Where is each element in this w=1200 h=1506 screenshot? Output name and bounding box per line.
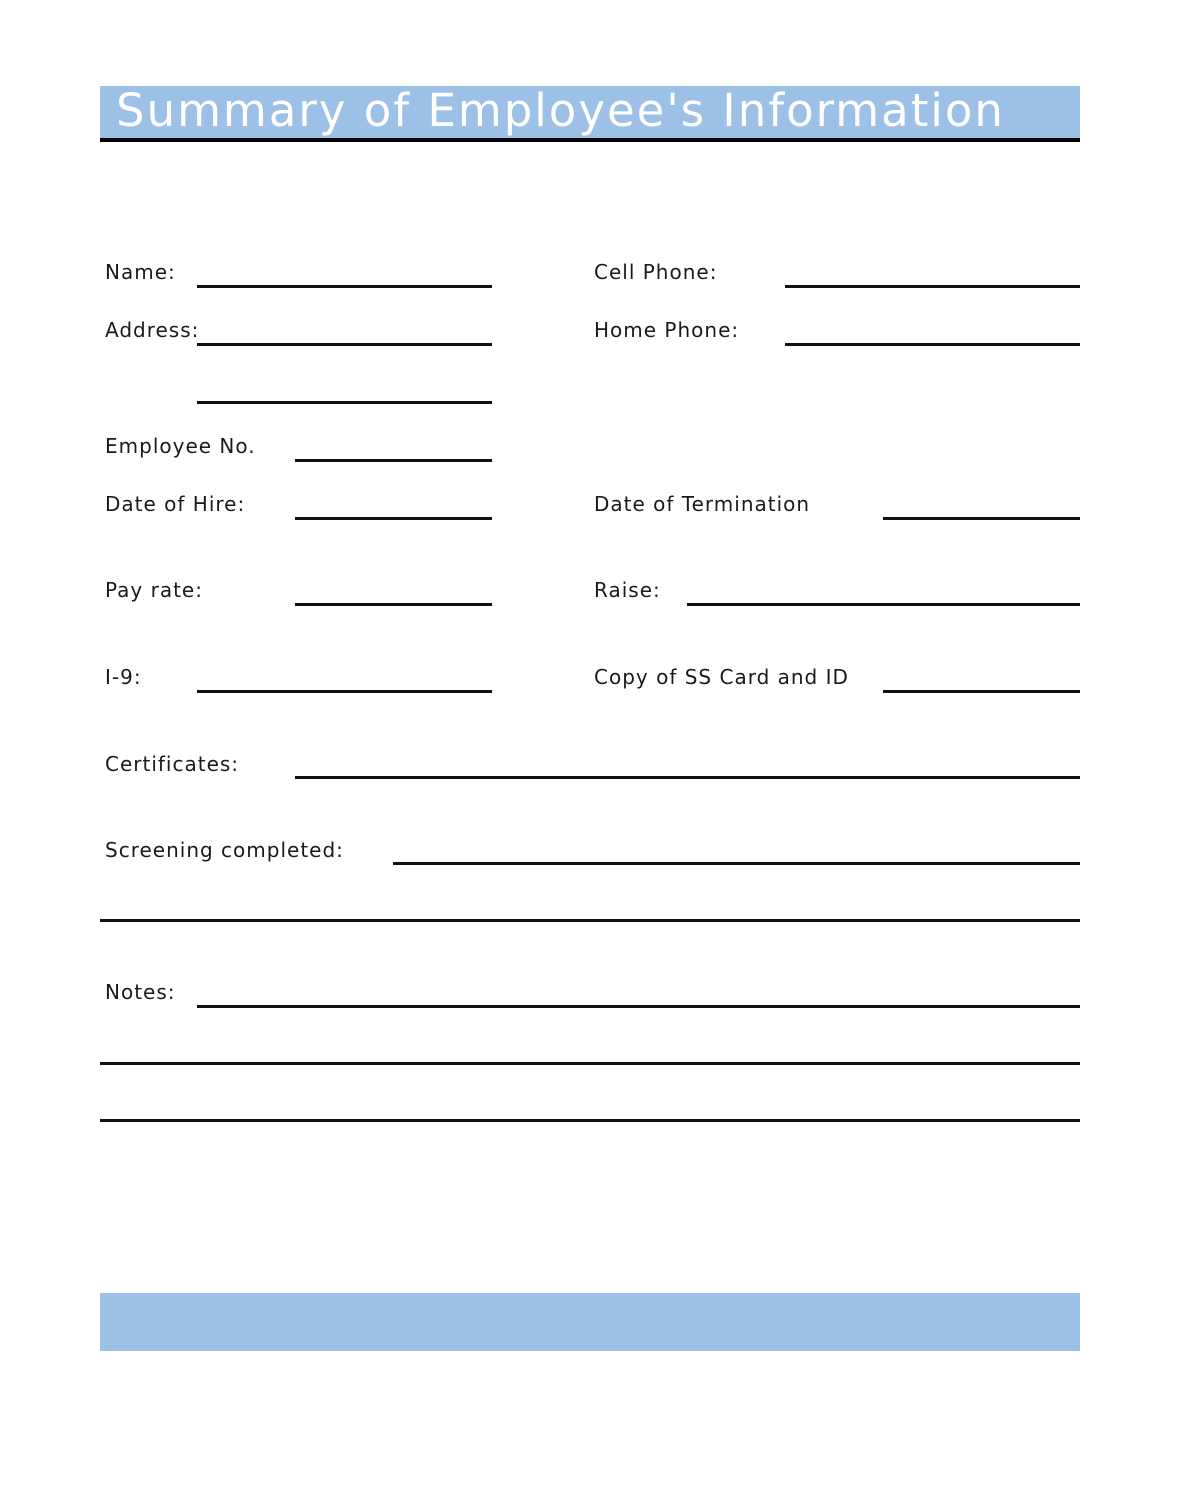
home-phone-label: Home Phone: [594,318,740,342]
cell-phone-field[interactable] [785,285,1080,288]
pay-rate-field[interactable] [295,603,492,606]
screening-completed-field-line-2[interactable] [100,919,1080,922]
certificates-label: Certificates: [105,752,240,776]
ss-card-id-label: Copy of SS Card and ID [594,665,849,689]
screening-completed-label: Screening completed: [105,838,344,862]
notes-label: Notes: [105,980,176,1004]
notes-field-line-2[interactable] [100,1062,1080,1065]
date-of-hire-field[interactable] [295,517,492,520]
address-label: Address: [105,318,200,342]
cell-phone-label: Cell Phone: [594,260,718,284]
footer-bar [100,1293,1080,1351]
date-of-termination-label: Date of Termination [594,492,811,516]
notes-field-line-3[interactable] [100,1119,1080,1122]
employee-no-label: Employee No. [105,434,256,458]
page-title: Summary of Employee's Information [116,84,1005,137]
ss-card-id-field[interactable] [883,690,1080,693]
date-of-termination-field[interactable] [883,517,1080,520]
notes-field-line-1[interactable] [197,1005,1080,1008]
date-of-hire-label: Date of Hire: [105,492,246,516]
i9-label: I-9: [105,665,142,689]
address-field-line-1[interactable] [197,343,492,346]
title-bar [100,86,1080,142]
screening-completed-field-line-1[interactable] [393,862,1080,865]
name-label: Name: [105,260,176,284]
home-phone-field[interactable] [785,343,1080,346]
raise-label: Raise: [594,578,661,602]
i9-field[interactable] [197,690,492,693]
name-field[interactable] [197,285,492,288]
address-field-line-2[interactable] [197,401,492,404]
pay-rate-label: Pay rate: [105,578,203,602]
certificates-field[interactable] [295,776,1080,779]
raise-field[interactable] [687,603,1080,606]
employee-no-field[interactable] [295,459,492,462]
